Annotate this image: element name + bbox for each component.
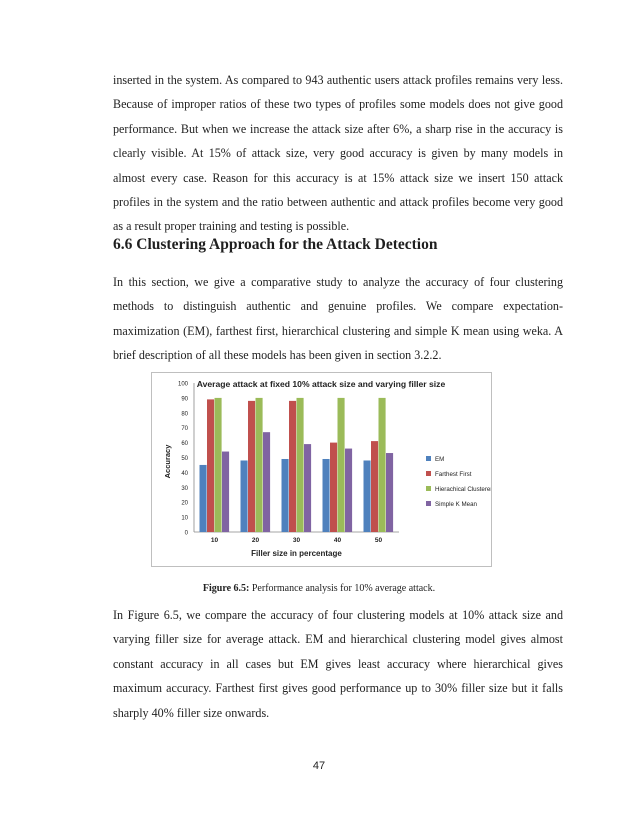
bar [241,460,248,532]
figure-caption-text: Performance analysis for 10% average attack. [249,583,436,594]
bar [215,398,222,532]
y-tick-label: 60 [181,441,188,448]
legend-label: Simple K Mean [435,501,477,508]
bar [379,398,386,532]
bar [345,449,352,532]
method-paragraph: In this section, we give a comparative study to analyze the accuracy of four clustering methods to distinguish authentic and genuine profiles. We compare expectation-maximization (EM), farthest first, hierarchical clustering and simple K mean using weka. A brief description of all these models has been given in section 3.2.2. [113,275,563,363]
y-tick-label: 0 [184,530,188,537]
y-tick-label: 10 [181,515,188,522]
y-tick-label: 30 [181,485,188,492]
y-tick-label: 40 [181,470,188,477]
bar [263,432,270,532]
y-tick-label: 80 [181,411,188,418]
bar [304,444,311,532]
figure-caption [0,583,638,594]
bar [386,453,393,532]
bar [282,459,289,532]
bar [207,399,214,532]
x-tick-label: 40 [333,537,342,544]
bar [338,398,345,532]
x-axis-label: Filler size in percentage [251,549,342,558]
bar [289,401,296,532]
legend-label: EM [435,456,445,463]
y-tick-label: 70 [181,426,188,433]
bar [364,460,371,532]
legend-label: Hierachical Clusterer [435,486,491,493]
bar [323,459,330,532]
chart-title: Average attack at fixed 10% attack size and varying filler size [196,379,446,389]
legend-label: Farthest First [435,471,472,478]
legend-swatch [426,471,431,476]
legend-swatch [426,456,431,461]
analysis-paragraph: In Figure 6.5, we compare the accuracy of four clustering models at 10% attack size and varying filler size for average attack. EM and hierarchical clustering model gives almost constant accuracy in all cases but EM gives least accuracy where hierarchical gives maximum accuracy. Farthest first gives good performance up to 30% filler size but it falls sharply 40% filler size onwards. [113,608,563,720]
bar [371,441,378,532]
intro-paragraph: inserted in the system. As compared to 943 authentic users attack profiles remains very less. Because of improper ratios of these two types of profiles some models does not give good performance. But when we increase the attack size after 6%, a sharp rise in the accuracy is clearly visible. At 15% of attack size, very good accuracy is given by many models in almost every case. Reason for this accuracy is at 15% attack size we insert 150 attack profiles in the system and the ratio between authentic and attack profiles become very good as a result proper training and testing is possible. [113,73,563,234]
figure-chart [151,372,492,567]
figure-caption-label: Figure 6.5: [202,583,250,594]
x-tick-label: 50 [374,537,383,544]
y-tick-label: 90 [181,396,188,403]
bar [256,398,263,532]
page-number: 47 [312,760,326,772]
bar [248,401,255,532]
y-tick-label: 20 [181,500,188,507]
bar [200,465,207,532]
bar [330,443,337,532]
y-tick-label: 100 [177,381,188,388]
legend-swatch [426,501,431,506]
x-tick-label: 30 [292,537,301,544]
section-heading: 6.6 Clustering Approach for the Attack Detection [113,236,438,253]
bar [297,398,304,532]
bar-chart [152,373,491,566]
y-tick-label: 50 [181,456,188,462]
legend-swatch [426,486,431,491]
bar [222,452,229,532]
x-tick-label: 20 [251,537,260,544]
y-axis-label: Accuracy [163,444,172,479]
x-tick-label: 10 [210,537,219,544]
